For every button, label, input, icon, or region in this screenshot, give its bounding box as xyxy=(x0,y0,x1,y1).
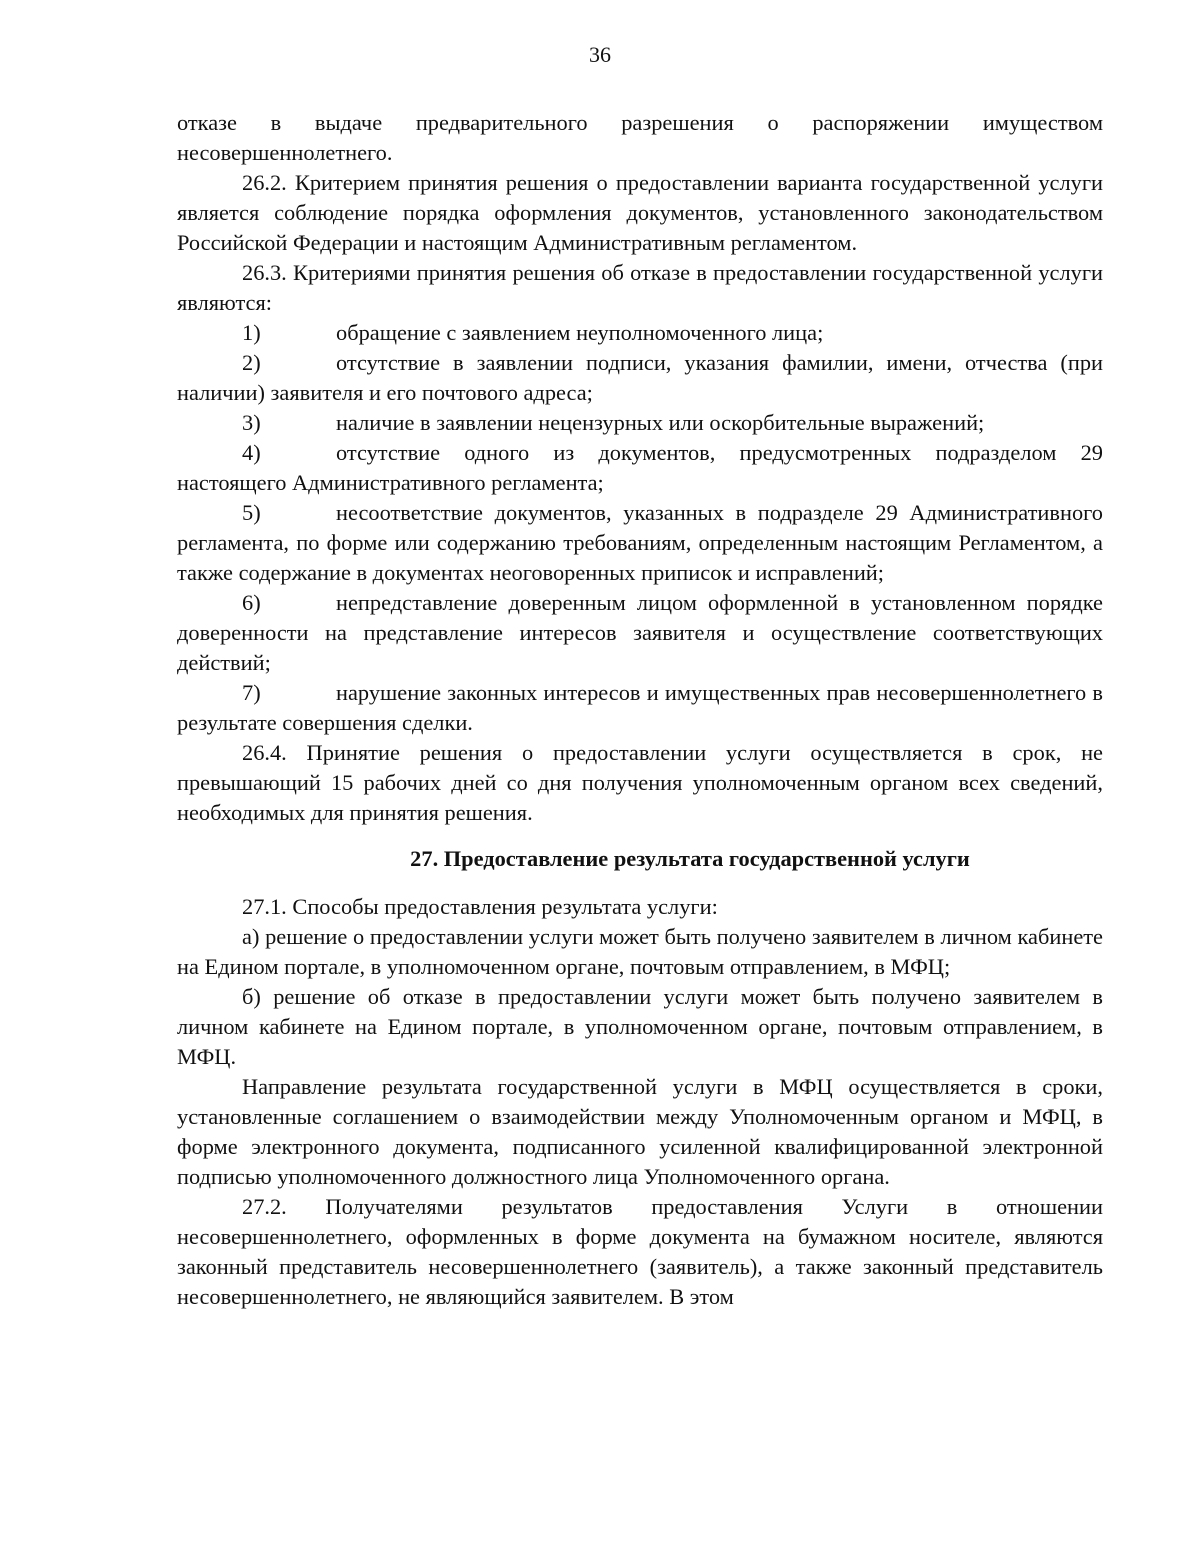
paragraph-27-2: 27.2. Получателями результатов предоставления Услуги в отношении несовершеннолетнего, оформленных в форме документа на бумажном носителе, являются законный представитель несовершеннолетнего (заявитель), а также законный представитель несовершеннолетнего, не являющийся заявителем. В этом xyxy=(177,1194,1103,1309)
list-item-number: 6) xyxy=(242,590,261,615)
list-item-text: обращение с заявлением неуполномоченного лица; xyxy=(336,320,824,345)
paragraph-27-1-b: б) решение об отказе в предоставлении услуги может быть получено заявителем в личном кабинете на Едином портале, в уполномоченном органе, почтовым отправлением, в МФЦ. xyxy=(177,984,1103,1069)
list-item-text: нарушение законных интересов и имущественных прав несовершеннолетнего в результате совершения сделки. xyxy=(177,680,1103,735)
list-item xyxy=(177,408,1103,438)
paragraph-27-1-a: а) решение о предоставлении услуги может быть получено заявителем в личном кабинете на Едином портале, в уполномоченном органе, почтовым отправлением, в МФЦ; xyxy=(177,924,1103,979)
list-item xyxy=(177,588,1103,678)
list-item-text: непредставление доверенным лицом оформленной в установленном порядке доверенности на представление интересов заявителя и осуществление соответствующих действий; xyxy=(177,590,1103,675)
list-item-text: отсутствие одного из документов, предусмотренных подразделом 29 настоящего Административного регламента; xyxy=(177,440,1103,495)
section-heading: 27. Предоставление результата государственной услуги xyxy=(410,846,970,871)
list-item xyxy=(177,318,1103,348)
document-body xyxy=(177,108,1103,1312)
paragraph-continuation: отказе в выдаче предварительного разрешения о распоряжении имуществом несовершеннолетнего. xyxy=(177,110,1103,165)
list-item xyxy=(177,498,1103,588)
list-item xyxy=(177,348,1103,408)
list-item-number: 2) xyxy=(242,350,261,375)
paragraph-26-4: 26.4. Принятие решения о предоставлении услуги осуществляется в срок, не превышающий 15 рабочих дней со дня получения уполномоченным органом всех сведений, необходимых для принятия решения. xyxy=(177,740,1103,825)
list-item-text: несоответствие документов, указанных в подразделе 29 Административного регламента, по форме или содержанию требованиям, определенным настоящим Регламентом, а также содержание в документах неоговоренных приписок и исправлений; xyxy=(177,500,1103,585)
list-item-number: 4) xyxy=(242,440,261,465)
list-item-number: 5) xyxy=(242,500,261,525)
paragraph-27-1: 27.1. Способы предоставления результата услуги: xyxy=(242,894,718,919)
list-item-text: отсутствие в заявлении подписи, указания фамилии, имени, отчества (при наличии) заявителя и его почтового адреса; xyxy=(177,350,1103,405)
page-number: 36 xyxy=(589,42,611,67)
list-item-text: наличие в заявлении нецензурных или оскорбительные выражений; xyxy=(336,410,985,435)
list-item-number: 7) xyxy=(242,680,261,705)
list-item-number: 3) xyxy=(242,410,261,435)
paragraph-26-3: 26.3. Критериями принятия решения об отказе в предоставлении государственной услуги являются: xyxy=(177,260,1103,315)
paragraph-mfc-delivery: Направление результата государственной услуги в МФЦ осуществляется в сроки, установленные соглашением о взаимодействии между Уполномоченным органом и МФЦ, в форме электронного документа, подписанного усиленной квалифицированной электронной подписью уполномоченного должностного лица Уполномоченного органа. xyxy=(177,1074,1103,1189)
list-item-number: 1) xyxy=(242,320,261,345)
paragraph-26-2: 26.2. Критерием принятия решения о предоставлении варианта государственной услуги является соблюдение порядка оформления документов, установленного законодательством Российской Федерации и настоящим Административным регламентом. xyxy=(177,170,1103,255)
list-item xyxy=(177,438,1103,498)
list-item xyxy=(177,678,1103,738)
